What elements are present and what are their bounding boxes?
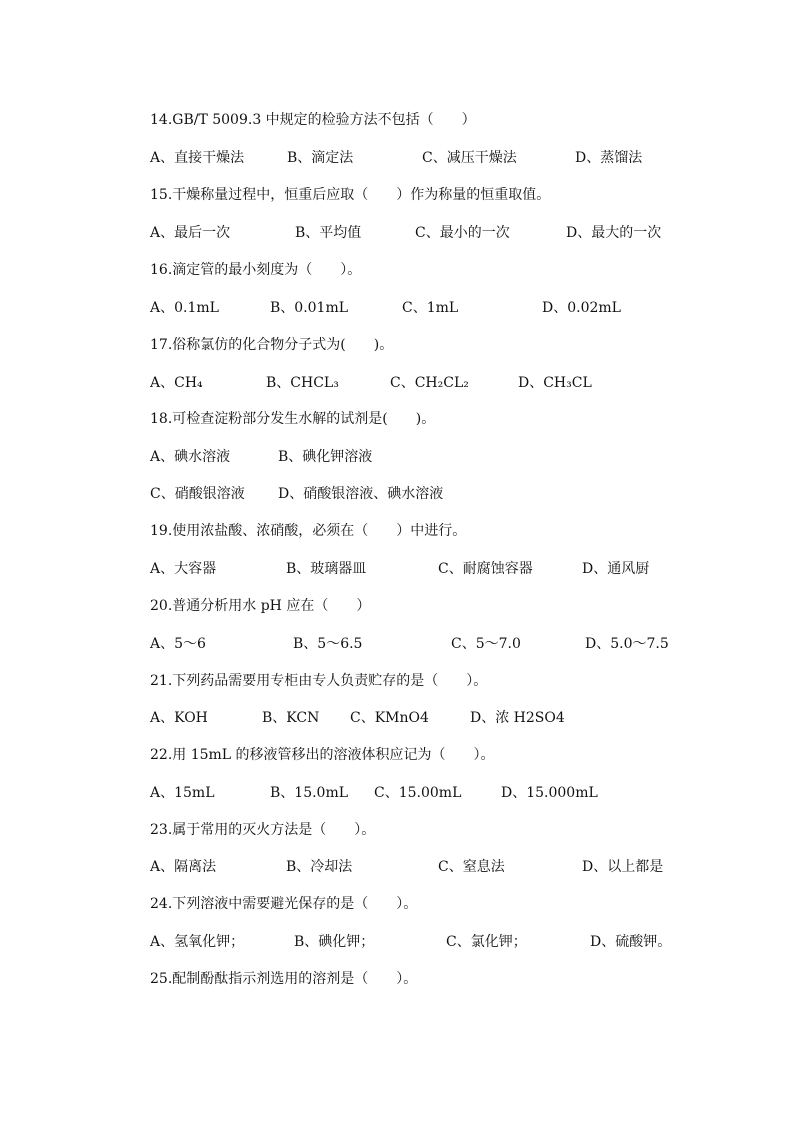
option-c: C、KMnO4 <box>350 710 429 726</box>
question-20 <box>150 594 370 618</box>
option-c: C、耐腐蚀容器 <box>438 561 533 577</box>
option-d: D、蒸馏法 <box>575 150 643 166</box>
option-b: B、15.0mL <box>270 785 349 801</box>
question-stem: GB/T 5009.3 中规定的检验方法不包括（ ） <box>172 112 476 128</box>
option-a: A、CH₄ <box>150 375 203 391</box>
question-23 <box>150 818 375 842</box>
option-b: B、冷却法 <box>286 859 353 875</box>
question-18 <box>150 407 435 431</box>
question-number: 25. <box>150 971 173 987</box>
option-d: D、硝酸银溶液、碘水溶液 <box>278 486 444 502</box>
question-21 <box>150 669 487 693</box>
question-16 <box>150 258 361 282</box>
option-c: C、最小的一次 <box>415 225 510 241</box>
option-c: C、氯化钾； <box>446 934 527 950</box>
question-14 <box>150 108 476 132</box>
option-a: A、KOH <box>150 710 208 726</box>
option-c: C、1mL <box>402 300 459 316</box>
question-stem: 配制酚酞指示剂选用的溶剂是（ ）。 <box>172 971 418 987</box>
option-c: C、硝酸银溶液 <box>150 486 245 502</box>
option-a: A、15mL <box>150 785 215 801</box>
question-24 <box>150 892 417 916</box>
question-stem: 用 15mL 的移液管移出的溶液体积应记为（ ）。 <box>172 747 495 763</box>
question-stem: 滴定管的最小刻度为（ ）。 <box>172 262 362 278</box>
option-d: D、通风厨 <box>582 561 650 577</box>
option-b: B、CHCL₃ <box>266 375 339 391</box>
question-stem: 干燥称量过程中，恒重后应取（ ）作为称量的恒重取值。 <box>172 187 551 203</box>
question-stem: 普通分析用水 pH 应在（ ） <box>172 598 371 614</box>
question-number: 15. <box>150 187 173 203</box>
question-stem: 俗称氯仿的化合物分子式为( )。 <box>172 337 394 353</box>
question-number: 24. <box>150 896 173 912</box>
question-number: 17. <box>150 337 173 353</box>
option-a: A、5～6 <box>150 636 206 652</box>
question-15 <box>150 183 550 207</box>
option-d: D、最大的一次 <box>566 225 662 241</box>
option-b: B、玻璃器皿 <box>286 561 367 577</box>
option-d: D、5.0～7.5 <box>585 636 669 652</box>
option-d: D、CH₃CL <box>518 375 592 391</box>
question-stem: 下列溶液中需要避光保存的是（ ）。 <box>172 896 418 912</box>
question-stem: 可检查淀粉部分发生水解的试剂是( )。 <box>172 411 436 427</box>
option-b: B、0.01mL <box>270 300 349 316</box>
question-25 <box>150 967 417 991</box>
option-b: B、碘化钾溶液 <box>278 449 373 465</box>
question-number: 19. <box>150 523 173 539</box>
option-c: C、CH₂CL₂ <box>390 375 469 391</box>
question-22 <box>150 743 495 767</box>
option-a: A、氢氧化钾； <box>150 934 245 950</box>
question-number: 23. <box>150 822 173 838</box>
option-a: A、直接干燥法 <box>150 150 245 166</box>
question-number: 22. <box>150 747 173 763</box>
question-number: 14. <box>150 112 173 128</box>
question-stem: 下列药品需要用专柜由专人负责贮存的是（ ）。 <box>172 673 488 689</box>
question-19 <box>150 519 466 543</box>
option-a: A、0.1mL <box>150 300 219 316</box>
question-stem: 使用浓盐酸、浓硝酸，必须在（ ）中进行。 <box>172 523 467 539</box>
option-c: C、减压干燥法 <box>422 150 517 166</box>
option-b: B、平均值 <box>295 225 362 241</box>
question-number: 16. <box>150 262 173 278</box>
option-d: D、浓 H2SO4 <box>470 710 565 726</box>
option-d: D、0.02mL <box>542 300 621 316</box>
option-b: B、KCN <box>262 710 320 726</box>
option-b: B、5～6.5 <box>293 636 363 652</box>
option-a: A、隔离法 <box>150 859 217 875</box>
question-number: 21. <box>150 673 173 689</box>
option-b: B、碘化钾； <box>294 934 375 950</box>
option-a: A、碘水溶液 <box>150 449 231 465</box>
question-number: 20. <box>150 598 173 614</box>
option-a: A、大容器 <box>150 561 217 577</box>
question-17 <box>150 333 393 357</box>
option-c: C、5～7.0 <box>451 636 521 652</box>
option-d: D、15.000mL <box>501 785 598 801</box>
option-b: B、滴定法 <box>287 150 354 166</box>
option-d: D、硫酸钾。 <box>590 934 672 950</box>
option-c: C、15.00mL <box>374 785 462 801</box>
option-a: A、最后一次 <box>150 225 231 241</box>
option-c: C、窒息法 <box>438 859 505 875</box>
question-stem: 属于常用的灭火方法是（ ）。 <box>172 822 376 838</box>
question-number: 18. <box>150 411 173 427</box>
option-d: D、以上都是 <box>582 859 664 875</box>
